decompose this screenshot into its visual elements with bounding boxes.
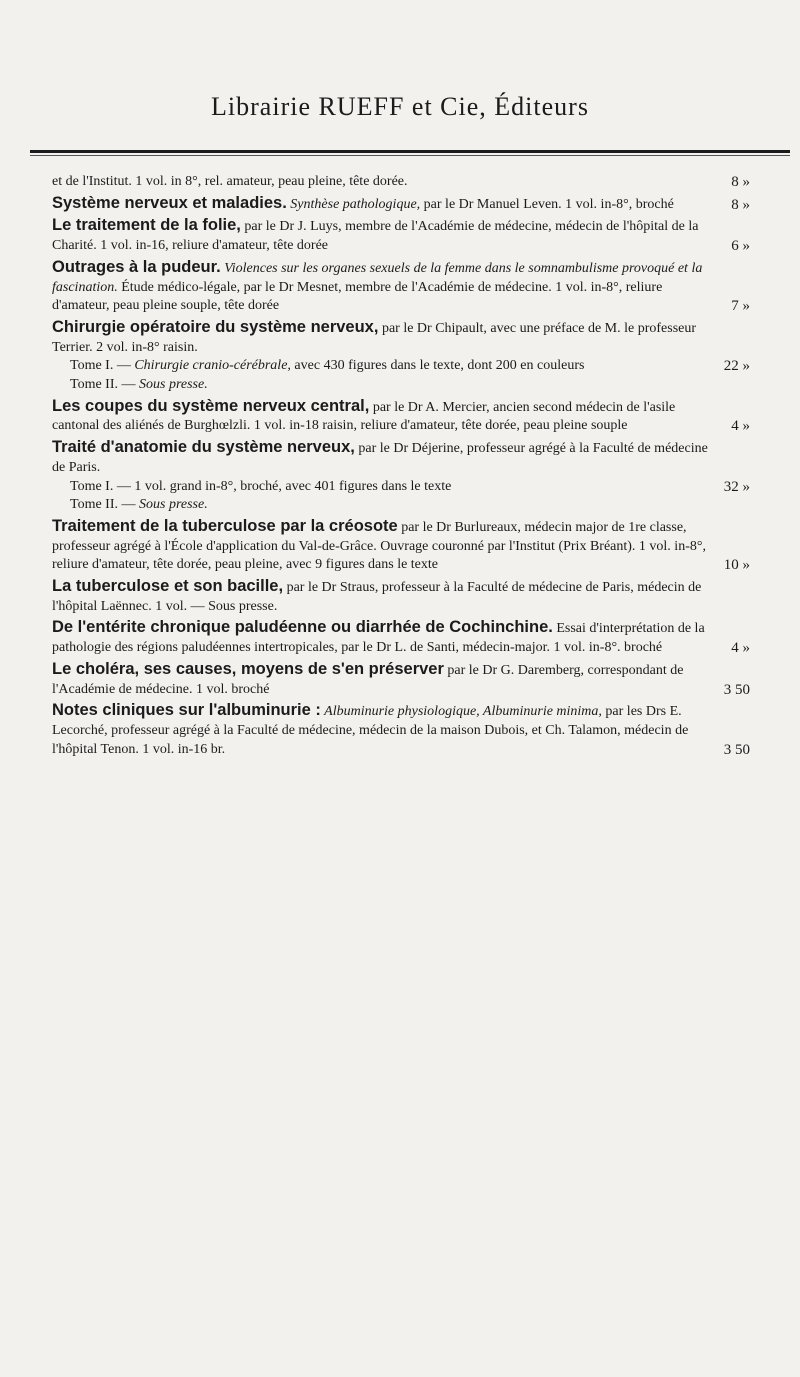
entry-price: 8 »: [731, 196, 750, 213]
catalog-entry: [52, 701, 750, 759]
volume-rest: avec 430 figures dans le texte, dont 200 en couleurs: [290, 358, 585, 374]
entry-title: Traité d'anatomie du système nerveux,: [52, 438, 355, 457]
entry-subtitle: Albuminurie physiologique, Albuminurie minima,: [320, 704, 602, 720]
entry-text: et de l'Institut. 1 vol. in 8°, rel. amateur, peau pleine, tête dorée.: [52, 174, 408, 189]
entry-text: Essai d'interprétation de la pathologie des régions paludéennes intertropicales, par le Dr L. de Santi, médecin-major. 1 vol. in-8°. broché: [52, 621, 705, 656]
entry-price: 6 »: [731, 238, 750, 255]
volume-price: 22 »: [723, 358, 750, 375]
volume-line: [52, 496, 710, 515]
entry-text: par le Dr G. Daremberg, correspondant de l'Académie de médecine. 1 vol. broché: [52, 662, 684, 697]
catalog-entry: [52, 438, 750, 515]
entry-text: Étude médico-légale, par le Dr Mesnet, membre de l'Académie de médecine. 1 vol. in-8°, reliure d'amateur, peau pleine souple, tête dorée: [52, 279, 663, 314]
volume-price: 32 »: [723, 478, 750, 495]
entry-title: Système nerveux et maladies.: [52, 193, 287, 212]
entry-title: Le choléra, ses causes, moyens de s'en préserver: [52, 659, 444, 678]
entry-title: La tuberculose et son bacille,: [52, 577, 284, 596]
catalog-entry: [52, 517, 750, 575]
entry-title: De l'entérite chronique paludéenne ou diarrhée de Cochinchine.: [52, 618, 553, 637]
entry-price: 4 »: [731, 418, 750, 435]
catalog-entry: [52, 194, 750, 215]
entry-price: 3 50: [723, 681, 750, 698]
entry-text: par les Drs E. Lecorché, professeur agrégé à la Faculté de médecine, médecin de la maison Dubois, et Ch. Talamon, médecin de l'hôpital Tenon. 1 vol. in-16 br.: [52, 704, 689, 757]
catalog-entry: [52, 318, 750, 395]
entry-price: 10 »: [723, 557, 750, 574]
entry-text: par le Dr Chipault, avec une préface de M. le professeur Terrier. 2 vol. in-8° raisin.: [52, 320, 697, 355]
volume-italic: Chirurgie cranio-cérébrale,: [134, 358, 291, 374]
entry-text: par le Dr J. Luys, membre de l'Académie de médecine, médecin de l'hôpital de la Charité. 1 vol. in-16, reliure d'amateur, tête dorée: [52, 219, 699, 254]
entry-text: par le Dr A. Mercier, ancien second médecin de l'asile cantonal des aliénés de Burghœlzli. 1 vol. in-18 raisin, reliure d'amateur, tête dorée, peau pleine souple: [52, 399, 676, 434]
catalog-entry: [52, 258, 750, 316]
catalog-entry: [52, 216, 750, 255]
entry-title: Les coupes du système nerveux central,: [52, 396, 370, 415]
entry-title: Notes cliniques sur l'albuminurie :: [52, 701, 321, 720]
entry-text: par le Dr Burlureaux, médecin major de 1re classe, professeur agrégé à l'École d'application du Val-de-Grâce. Ouvrage couronné par l'Institut (Prix Bréant). 1 vol. in-8°, reliure d'amateur, tête dorée, peau pleine, avec 9 figures dans le texte: [52, 519, 706, 573]
volume-label: Tome I. —: [70, 478, 135, 494]
catalog-entry: [52, 660, 750, 699]
entry-subtitle: Synthèse pathologique,: [286, 196, 421, 212]
header-rule-thin: [30, 155, 790, 156]
catalog-entry: [52, 618, 750, 657]
entry-title: Chirurgie opératoire du système nerveux,: [52, 317, 379, 336]
catalog-entry: [52, 397, 750, 436]
catalog-entry: [52, 173, 750, 192]
entry-text: par le Dr Straus, professeur à la Faculté de médecine de Paris, médecin de l'hôpital Laënnec. 1 vol. — Sous presse.: [52, 580, 702, 614]
volume-line: [52, 376, 710, 395]
volume-label: Tome I. —: [70, 358, 135, 374]
entry-text: par le Dr Déjerine, professeur agrégé à la Faculté de médecine de Paris.: [52, 441, 708, 475]
volume-line: [52, 478, 750, 497]
entry-subtitle: Violences sur les organes sexuels de la femme dans le somnambulisme provoqué et la fascination.: [52, 260, 703, 295]
volume-label: Tome II. —: [70, 377, 140, 393]
entry-price: 7 »: [731, 298, 750, 315]
publisher-header: Librairie RUEFF et Cie, Éditeurs: [211, 92, 589, 121]
entry-price: 4 »: [731, 640, 750, 657]
header-rule: [30, 150, 790, 153]
volume-italic: Sous presse.: [139, 377, 208, 393]
entry-title: Le traitement de la folie,: [52, 216, 241, 235]
catalog-list: [52, 173, 750, 761]
volume-italic: Sous presse.: [139, 497, 208, 513]
volume-label: Tome II. —: [70, 497, 140, 513]
entry-text: par le Dr Manuel Leven. 1 vol. in-8°, broché: [420, 196, 674, 212]
volume-line: [52, 357, 750, 376]
entry-price: 3 50: [723, 741, 750, 758]
catalog-entry: [52, 577, 750, 616]
volume-rest: 1 vol. grand in-8°, broché, avec 401 figures dans le texte: [134, 478, 452, 494]
entry-price: 8 »: [731, 174, 750, 190]
entry-title: Traitement de la tuberculose par la créosote: [52, 516, 398, 535]
entry-title: Outrages à la pudeur.: [52, 257, 221, 276]
